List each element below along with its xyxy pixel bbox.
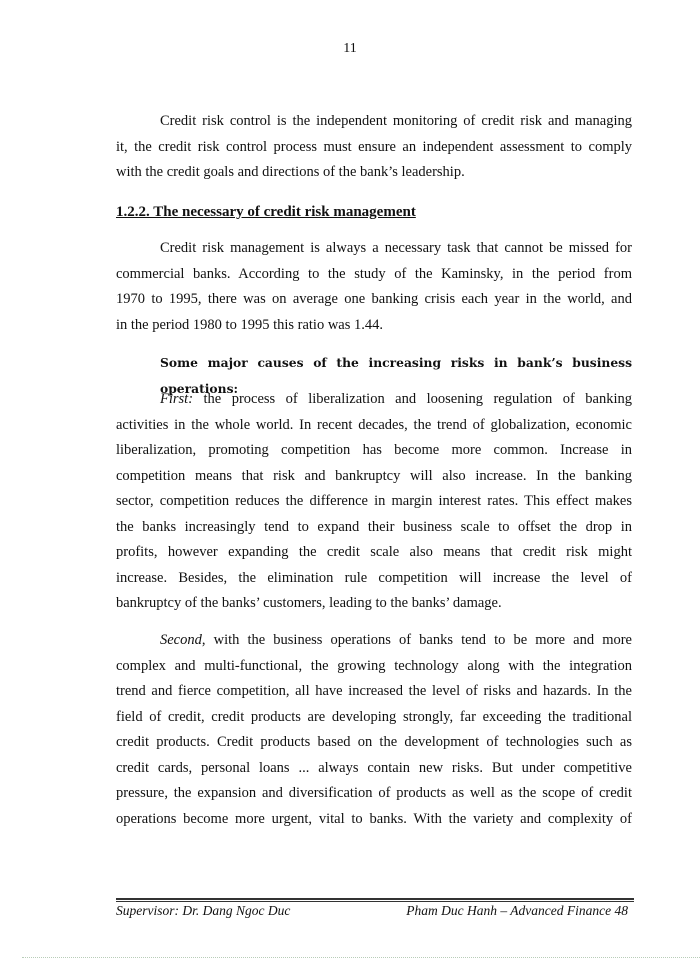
page-boundary-divider	[22, 957, 700, 958]
footer-rule	[116, 898, 634, 902]
italic-lead: First:	[160, 391, 194, 407]
text-line: with the credit goals and directions of the bank’s leadership.	[116, 164, 465, 180]
text-line: bankruptcy of the banks’ customers, leading to the banks’ damage.	[116, 595, 502, 611]
text-line: profits, however expanding the credit scale also means that credit risk might	[116, 544, 632, 560]
text-line: activities in the whole world. In recent decades, the trend of globalization, economic	[116, 416, 632, 433]
section-heading: 1.2.2. The necessary of credit risk management	[116, 204, 416, 220]
text-line: Credit risk control is the independent monitoring of credit risk and managing	[160, 113, 632, 129]
text-line: operations become more urgent, vital to banks. With the variety and complexity of	[116, 810, 632, 827]
text-line: 1970 to 1995, there was on average one banking crisis each year in the world, and	[116, 291, 632, 307]
text-line: credit products. Credit products based on the development of technologies such as	[116, 734, 632, 750]
footer-supervisor: Supervisor: Dr. Dang Ngoc Duc	[116, 903, 291, 918]
paragraph-necessity	[116, 236, 632, 338]
paragraph-second-cause	[116, 628, 632, 832]
text-line: commercial banks. According to the study of the Kaminsky, in the period from	[116, 265, 632, 282]
text-line: complex and multi-functional, the growing technology along with the integration	[116, 657, 632, 674]
footer-author: Pham Duc Hanh – Advanced Finance 48	[406, 903, 628, 918]
text-line: field of credit, credit products are developing strongly, far exceeding the traditional	[116, 708, 632, 725]
text-line: Second, with the business operations of banks tend to be more and more	[160, 632, 632, 648]
text-line: credit cards, personal loans ... always contain new risks. But under competitive	[116, 759, 632, 776]
bold-subheading: Some major causes of the increasing risks in bank’s business operations:	[160, 355, 632, 396]
text-line: First: the process of liberalization and loosening regulation of banking	[160, 391, 632, 407]
page-number: 11	[343, 41, 357, 56]
text-line: sector, competition reduces the difference in margin interest rates. This effect makes	[116, 493, 632, 509]
italic-lead: Second	[160, 632, 202, 648]
text-line: Credit risk management is always a necessary task that cannot be missed for	[160, 240, 632, 256]
text-line: competition means that risk and bankruptcy will also increase. In the banking	[116, 467, 632, 484]
paragraph-first-cause	[116, 387, 632, 617]
text-line: trend and fierce competition, all have increased the level of risks and hazards. In the	[116, 683, 632, 699]
paragraph-credit-risk-control	[116, 109, 632, 186]
text-line: increase. Besides, the elimination rule competition will increase the level of	[116, 569, 632, 586]
text-line: pressure, the expansion and diversification of products as well as the scope of credit	[116, 785, 632, 801]
text-line: in the period 1980 to 1995 this ratio was 1.44.	[116, 316, 384, 333]
text-line: the banks increasingly tend to expand their business scale to offset the drop in	[116, 518, 632, 535]
text-line: it, the credit risk control process must ensure an independent assessment to comply	[116, 138, 632, 155]
text-line: liberalization, promoting competition has become more common. Increase in	[116, 442, 632, 458]
